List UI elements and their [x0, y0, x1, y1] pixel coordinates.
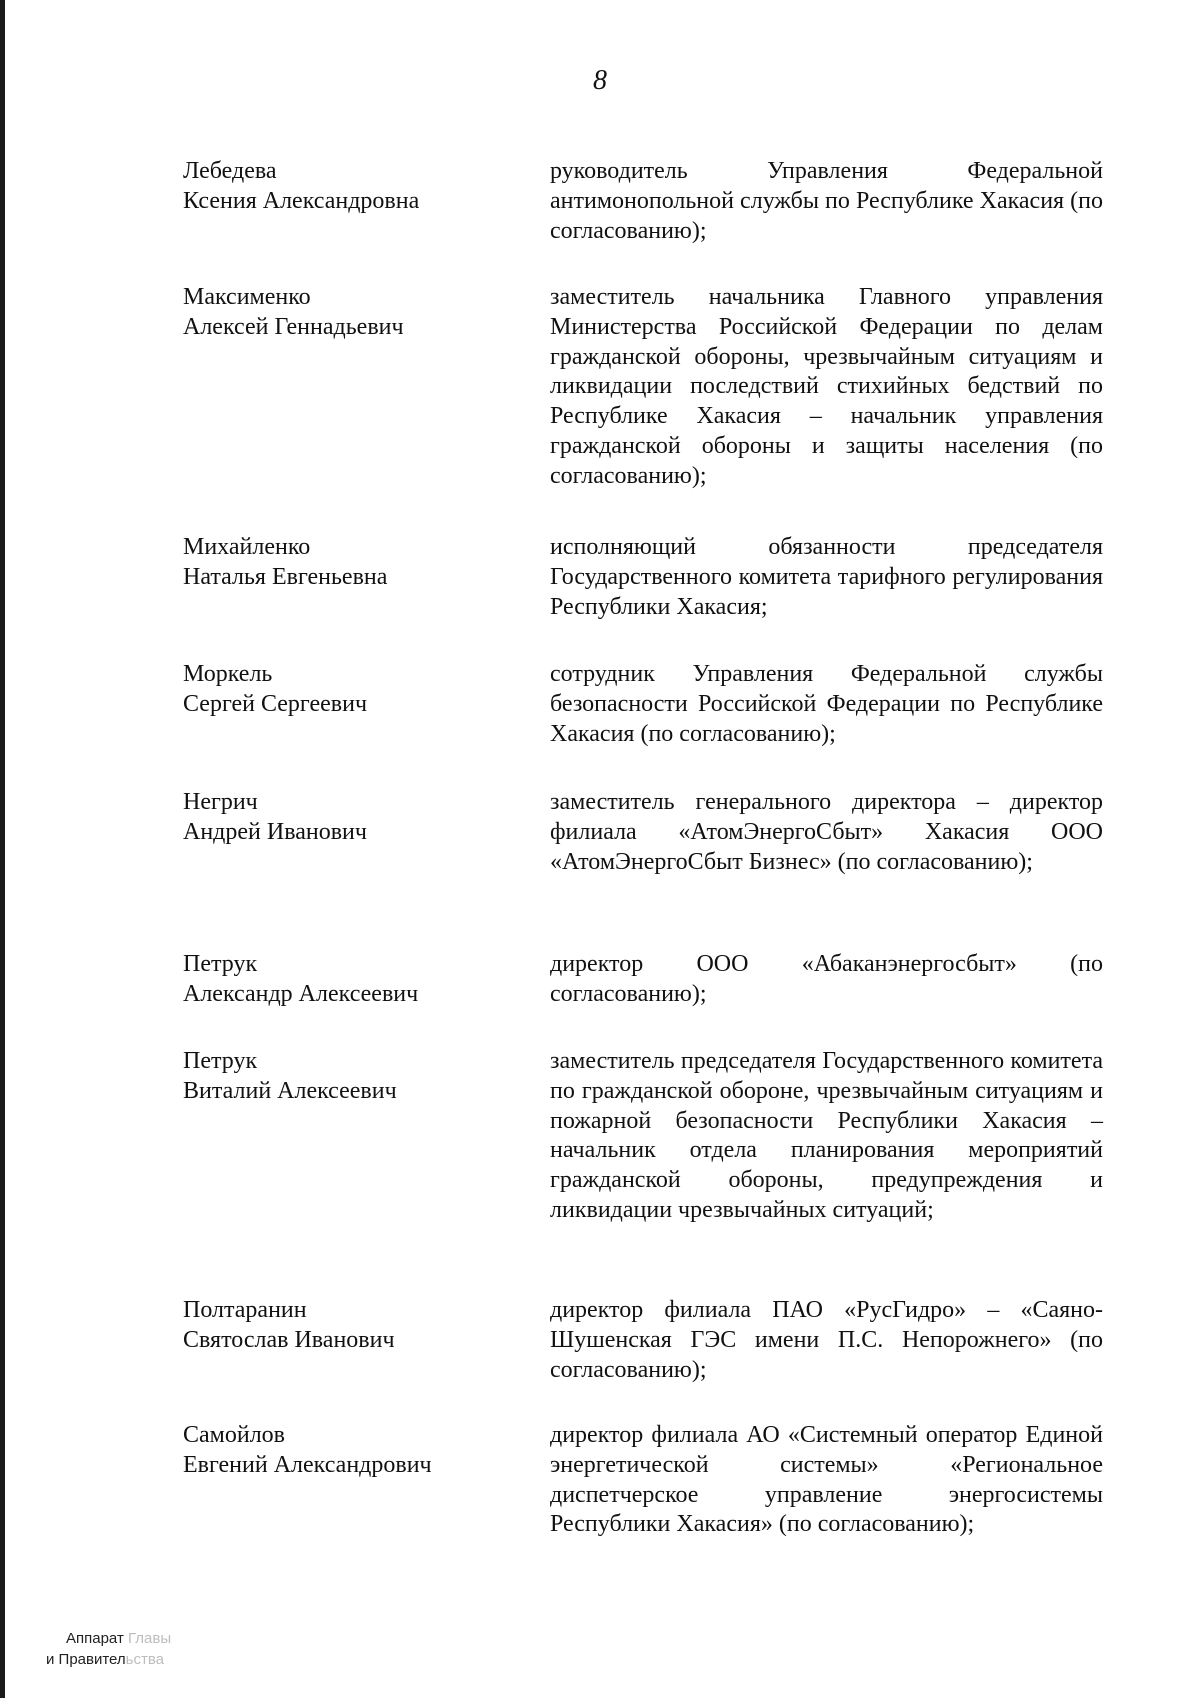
- member-surname: Максименко: [183, 284, 311, 310]
- member-surname: Михайленко: [183, 534, 311, 560]
- member-given-names: Андрей Иванович: [183, 818, 367, 845]
- footer-stamp-line-2: и Правительства: [46, 1651, 164, 1668]
- footer-stamp: [46, 1628, 171, 1670]
- member-position: директор ООО «Абаканэнергосбыт» (по согласованию);: [550, 951, 1103, 1007]
- member-name: [183, 1421, 513, 1481]
- member-surname: Петрук: [183, 951, 258, 977]
- member-position: руководитель Управления Федеральной антимонопольной службы по Республике Хакасия (по согласованию);: [550, 158, 1103, 244]
- member-given-names: Наталья Евгеньевна: [183, 563, 388, 590]
- member-name: [183, 1047, 513, 1107]
- member-name: [183, 660, 513, 720]
- member-position: директор филиала АО «Системный оператор Единой энергетической системы» «Региональное диспетчерское управление энергосистемы Республики Хакасия» (по согласованию);: [550, 1422, 1103, 1538]
- member-given-names: Алексей Геннадьевич: [183, 313, 404, 340]
- member-position: заместитель генерального директора – директор филиала «АтомЭнергоСбыт» Хакасия ООО «АтомЭнергоСбыт Бизнес» (по согласованию);: [550, 789, 1103, 875]
- member-surname: Негрич: [183, 789, 258, 815]
- member-given-names: Виталий Алексеевич: [183, 1077, 397, 1104]
- member-surname: Лебедева: [183, 158, 277, 184]
- member-given-names: Святослав Иванович: [183, 1326, 395, 1353]
- page-number: 8: [593, 65, 607, 96]
- member-surname: Моркель: [183, 661, 273, 687]
- footer-stamp-line-1: Аппарат Главы: [66, 1630, 172, 1647]
- member-given-names: Сергей Сергеевич: [183, 690, 368, 717]
- member-position: заместитель председателя Государственного комитета по гражданской обороне, чрезвычайным ситуациям и пожарной безопасности Республики Хакасия – начальник отдела планирования мероприятий гражданской обороны, предупреждения и ликвидации чрезвычайных ситуаций;: [550, 1048, 1103, 1223]
- member-given-names: Ксения Александровна: [183, 187, 420, 214]
- member-surname: Петрук: [183, 1048, 258, 1074]
- member-name: [183, 283, 513, 343]
- scan-edge-bar: [0, 0, 5, 1698]
- member-position: заместитель начальника Главного управления Министерства Российской Федерации по делам гражданской обороны, чрезвычайным ситуациям и ликвидации последствий стихийных бедствий по Республике Хакасия – начальник управления гражданской обороны и защиты населения (по согласованию);: [550, 284, 1103, 489]
- member-surname: Полтаранин: [183, 1297, 307, 1323]
- member-position: сотрудник Управления Федеральной службы безопасности Российской Федерации по Республике Хакасия (по согласованию);: [550, 661, 1103, 747]
- member-given-names: Евгений Александрович: [183, 1451, 432, 1478]
- member-name: [183, 788, 513, 848]
- member-name: [183, 950, 513, 1010]
- member-name: [183, 157, 513, 217]
- member-position: исполняющий обязанности председателя Государственного комитета тарифного регулирования Республики Хакасия;: [550, 534, 1103, 620]
- member-name: [183, 533, 513, 593]
- member-given-names: Александр Алексеевич: [183, 980, 419, 1007]
- member-position: директор филиала ПАО «РусГидро» – «Саяно-Шушенская ГЭС имени П.С. Непорожнего» (по согласованию);: [550, 1297, 1103, 1383]
- member-surname: Самойлов: [183, 1422, 285, 1448]
- member-name: [183, 1296, 513, 1356]
